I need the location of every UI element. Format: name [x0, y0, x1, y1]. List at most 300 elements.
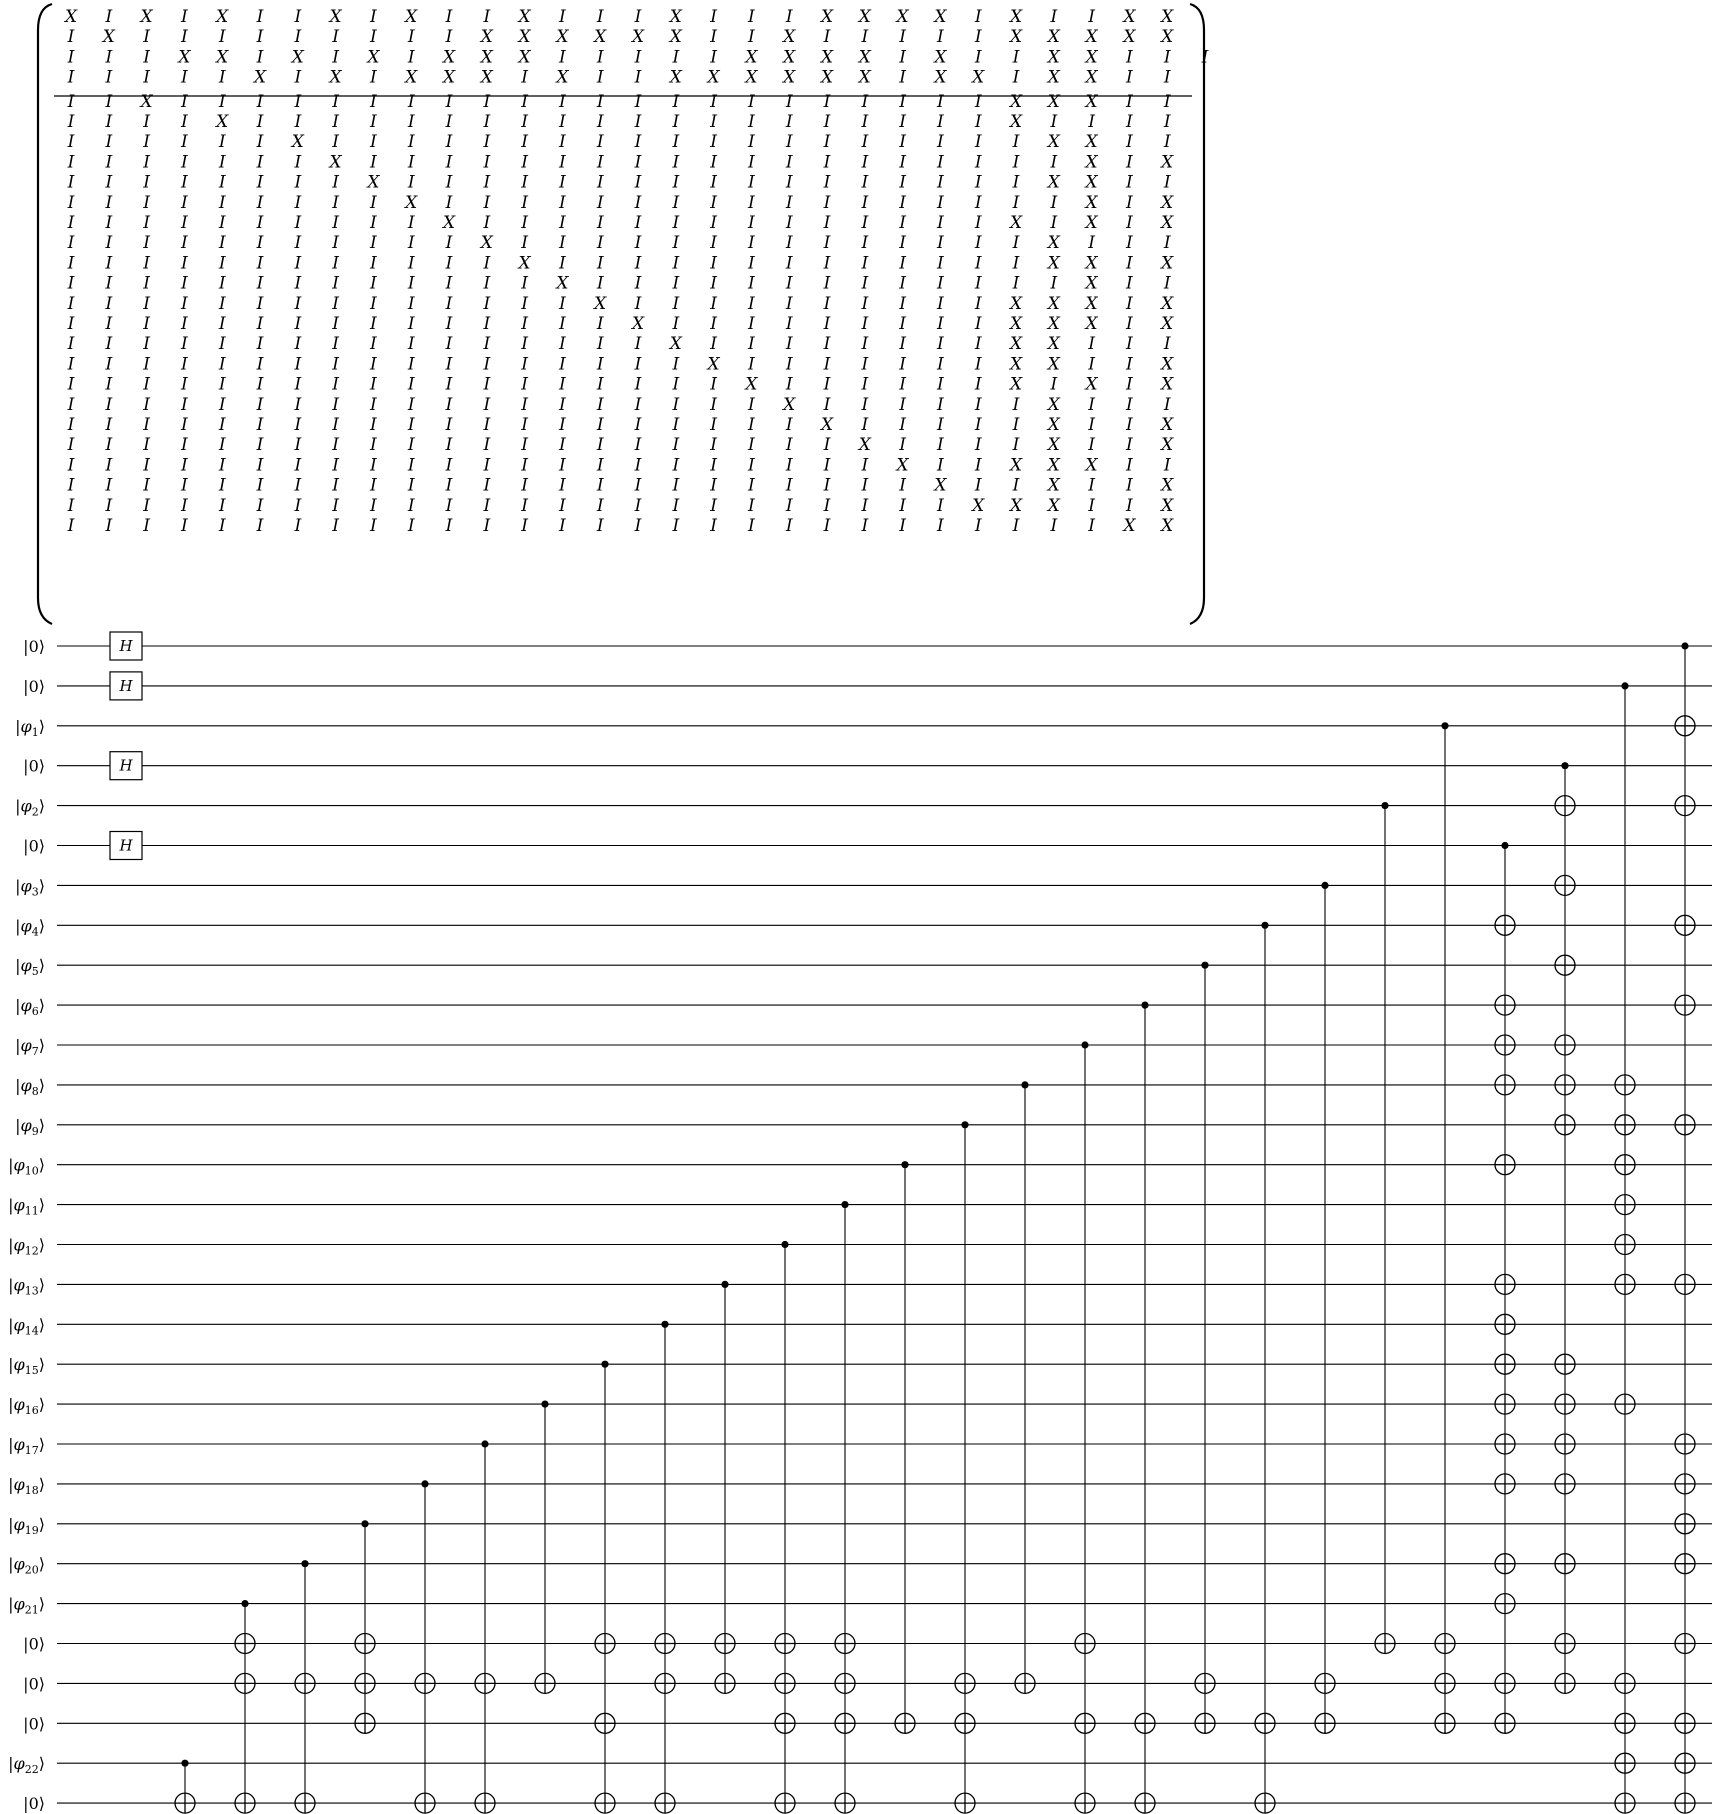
matrix-entry: I — [559, 192, 566, 213]
matrix-entry: I — [937, 132, 944, 153]
matrix-entry: I — [1126, 334, 1133, 355]
matrix-entry: I — [218, 233, 226, 254]
matrix-entry: I — [332, 91, 339, 112]
matrix-entry: I — [559, 475, 566, 496]
control-dot — [1621, 682, 1628, 689]
cnot-gate — [175, 1760, 195, 1814]
matrix-entry: X — [1085, 67, 1098, 88]
matrix-entry: I — [899, 516, 906, 536]
matrix-entry: I — [785, 415, 793, 435]
cnot-gate — [1015, 1081, 1035, 1693]
target-xor — [1555, 1035, 1575, 1055]
phi-subscript: 9 — [31, 1124, 39, 1138]
matrix-entry: X — [1047, 91, 1060, 112]
matrix-entry: I — [1088, 415, 1095, 435]
matrix-entry: I — [483, 91, 491, 112]
matrix-entry: X — [745, 67, 758, 88]
matrix-entry: I — [332, 475, 339, 496]
target-xor — [235, 1673, 255, 1693]
matrix-entry: I — [899, 112, 906, 132]
matrix-entry: I — [483, 253, 491, 274]
matrix-entry: I — [256, 495, 264, 516]
matrix-entry: I — [256, 415, 264, 435]
matrix-entry: I — [67, 213, 75, 233]
matrix-entry: X — [1047, 47, 1060, 68]
target-xor — [1075, 1713, 1095, 1733]
matrix-entry: I — [67, 415, 75, 435]
matrix-entry: I — [710, 7, 717, 27]
target-xor — [835, 1793, 855, 1813]
matrix-entry: I — [407, 273, 415, 294]
matrix-entry: I — [672, 374, 680, 395]
matrix-entry: I — [861, 374, 869, 395]
matrix-entry: I — [407, 47, 415, 68]
matrix-entry: I — [105, 67, 113, 88]
matrix-entry: I — [748, 152, 755, 173]
matrix-entry: I — [1088, 112, 1095, 132]
matrix-entry: I — [67, 314, 75, 334]
matrix-entry: I — [937, 394, 944, 415]
matrix-entry: I — [785, 233, 793, 254]
matrix-entry: I — [1163, 455, 1171, 476]
control-dot — [421, 1480, 428, 1487]
matrix-entry: X — [1161, 354, 1174, 375]
matrix-entry: I — [67, 455, 75, 476]
matrix-entry: X — [518, 253, 531, 274]
matrix-entry: I — [672, 394, 680, 415]
wire-label-phi — [8, 1395, 45, 1417]
phi-symbol: φ — [20, 916, 32, 936]
matrix-entry: I — [1012, 172, 1020, 193]
matrix-entry: I — [559, 152, 566, 173]
target-xor — [1675, 995, 1695, 1015]
control-dot — [1321, 882, 1328, 889]
cnot-gate — [1135, 1002, 1155, 1814]
ket-open: | — [23, 836, 29, 856]
target-xor — [1315, 1673, 1335, 1693]
matrix-entry: I — [218, 435, 226, 456]
matrix-entry: I — [785, 435, 793, 456]
matrix-entry: X — [1085, 273, 1098, 294]
matrix-entry: I — [332, 47, 339, 68]
matrix-entry: X — [783, 27, 796, 48]
phi-symbol: φ — [13, 1594, 25, 1614]
phi-symbol: φ — [20, 716, 32, 736]
cnot-gate — [1315, 882, 1335, 1734]
matrix-entry: X — [178, 47, 191, 68]
matrix-entry: I — [143, 314, 150, 334]
control-dot — [781, 1241, 788, 1248]
matrix-entry: I — [67, 47, 75, 68]
matrix-entry: I — [105, 132, 113, 153]
matrix-entry: I — [861, 415, 869, 435]
target-xor — [1495, 1474, 1515, 1494]
ket-open: | — [8, 1395, 14, 1415]
matrix-entry: I — [218, 455, 226, 476]
matrix-entry: I — [785, 314, 793, 334]
matrix-entry: X — [1047, 415, 1060, 435]
matrix-entry: I — [407, 374, 415, 395]
matrix-entry: I — [861, 334, 869, 355]
matrix-entry: I — [672, 293, 680, 314]
matrix-row — [67, 132, 1171, 152]
matrix-entry: I — [294, 253, 302, 274]
matrix-entry: X — [1161, 192, 1174, 213]
control-dot — [1381, 802, 1388, 809]
matrix-entry: X — [896, 7, 909, 27]
matrix-entry: X — [480, 67, 493, 88]
matrix-entry: I — [1126, 253, 1133, 274]
matrix-entry: I — [181, 132, 188, 153]
matrix-entry: X — [745, 374, 758, 395]
ket-close: ⟩ — [38, 1514, 45, 1534]
matrix-entry: I — [634, 67, 642, 88]
matrix-entry: I — [483, 152, 491, 173]
target-xor — [1615, 1235, 1635, 1255]
target-xor — [1495, 1075, 1515, 1095]
matrix-entry: X — [1085, 314, 1098, 334]
cnot-gate — [1435, 722, 1455, 1733]
matrix-entry: I — [445, 354, 453, 375]
control-dot — [1441, 722, 1448, 729]
matrix-entry: I — [937, 192, 944, 213]
matrix-entry: I — [861, 132, 869, 153]
matrix-entry: I — [861, 253, 869, 274]
matrix-entry: I — [143, 152, 150, 173]
matrix-entry: I — [143, 172, 150, 193]
matrix-entry: I — [67, 273, 75, 294]
target-xor — [1675, 796, 1695, 816]
cnot-gate — [475, 1440, 495, 1813]
matrix-entry: I — [521, 475, 528, 496]
matrix-entry: X — [1085, 27, 1098, 48]
target-xor — [1555, 1115, 1575, 1135]
wire-labels — [8, 637, 45, 1813]
matrix-entry: I — [143, 132, 150, 153]
matrix-entry: I — [445, 293, 453, 314]
matrix-entry: I — [294, 435, 302, 456]
matrix-entry: I — [181, 475, 188, 496]
matrix-entry: I — [710, 47, 717, 68]
matrix-entry: I — [370, 132, 377, 153]
matrix-entry: I — [634, 374, 642, 395]
matrix-entry: X — [1047, 435, 1060, 456]
matrix-entry: I — [67, 374, 75, 395]
target-xor — [1555, 1634, 1575, 1654]
matrix-entry: I — [1163, 91, 1171, 112]
matrix-entry: I — [1088, 516, 1095, 536]
matrix-entry: I — [937, 516, 944, 536]
matrix-entry: I — [974, 132, 982, 153]
matrix-entry: X — [480, 47, 493, 68]
matrix-entry: I — [1050, 192, 1058, 213]
matrix-entry: I — [596, 394, 604, 415]
matrix-entry: I — [256, 273, 264, 294]
matrix-entry: I — [559, 334, 566, 355]
matrix-entry: I — [483, 435, 491, 456]
matrix-entry: I — [294, 233, 302, 254]
ket-close: ⟩ — [38, 956, 45, 976]
target-xor — [1495, 1314, 1515, 1334]
matrix-entry: I — [974, 354, 982, 375]
ket-close: ⟩ — [38, 1594, 45, 1614]
matrix-entry: I — [672, 192, 680, 213]
matrix-entry: I — [634, 233, 642, 254]
matrix-entry: I — [634, 213, 642, 233]
matrix-entry: X — [858, 67, 871, 88]
matrix-entry: X — [1161, 495, 1174, 516]
matrix-entry: X — [820, 67, 834, 88]
matrix-entry: I — [785, 91, 793, 112]
matrix-entry: I — [483, 7, 491, 27]
matrix-entry: I — [445, 7, 453, 27]
target-xor — [235, 1793, 255, 1813]
matrix-entry: I — [748, 273, 755, 294]
matrix-entry: I — [899, 47, 906, 68]
matrix-entry: I — [294, 374, 302, 395]
matrix-entry: X — [1085, 47, 1098, 68]
matrix-entry: X — [291, 132, 304, 153]
matrix-entry: I — [1126, 394, 1133, 415]
matrix-entry: I — [521, 435, 528, 456]
ket-close: ⟩ — [38, 1315, 45, 1335]
matrix-entry: X — [1047, 233, 1060, 254]
matrix-entry: I — [899, 374, 906, 395]
matrix-entry: I — [748, 495, 755, 516]
matrix-entry: I — [974, 293, 982, 314]
matrix-entry: I — [483, 213, 491, 233]
matrix-entry: I — [559, 516, 566, 536]
target-xor — [1495, 1554, 1515, 1574]
matrix-entry: I — [1163, 172, 1171, 193]
matrix-entry: I — [332, 213, 339, 233]
matrix-entry: I — [67, 27, 75, 48]
matrix-entry: I — [407, 475, 415, 496]
matrix-entry: I — [748, 334, 755, 355]
matrix-entry: I — [899, 253, 906, 274]
matrix-entry: I — [559, 455, 566, 476]
matrix-row — [67, 516, 1175, 536]
matrix-entry: I — [483, 475, 491, 496]
wire-label-phi — [8, 1475, 45, 1497]
matrix-entry: X — [367, 172, 380, 193]
matrix-entry: I — [823, 152, 831, 173]
matrix-entry: I — [861, 152, 869, 173]
matrix-entry: X — [1161, 27, 1174, 48]
matrix-entry: I — [483, 394, 491, 415]
matrix-entry: I — [143, 47, 150, 68]
control-dot — [481, 1440, 488, 1447]
matrix-entry: I — [823, 91, 831, 112]
matrix-row — [67, 233, 1171, 253]
matrix-entry: I — [105, 253, 113, 274]
matrix-entry: I — [1163, 334, 1171, 355]
target-xor — [175, 1793, 195, 1813]
wire-label-phi — [15, 1036, 45, 1058]
matrix-entry: I — [974, 435, 982, 456]
matrix-entry: I — [181, 516, 188, 536]
matrix-entry: I — [785, 192, 793, 213]
matrix-entry: I — [483, 112, 491, 132]
matrix-entry: X — [1161, 516, 1174, 536]
matrix-entry: I — [1126, 495, 1133, 516]
cnot-gate — [1495, 842, 1515, 1733]
matrix-entry: I — [710, 273, 717, 294]
matrix-entry: I — [672, 172, 680, 193]
matrix-entry: I — [181, 273, 188, 294]
matrix-entry: I — [105, 273, 113, 294]
matrix-row — [67, 68, 1171, 88]
ket-close: ⟩ — [38, 1155, 45, 1175]
matrix-row — [67, 455, 1171, 475]
matrix-entry: X — [1085, 293, 1098, 314]
matrix-entry: I — [937, 334, 944, 355]
target-xor — [655, 1634, 675, 1654]
matrix-entry: I — [1126, 293, 1133, 314]
matrix-entry: X — [896, 455, 909, 476]
ket-open: | — [8, 1195, 14, 1215]
matrix-entry: I — [596, 253, 604, 274]
matrix-entry: X — [480, 233, 493, 254]
target-xor — [1615, 1195, 1635, 1215]
matrix-entry: I — [407, 132, 415, 153]
matrix-entry: I — [1088, 435, 1095, 456]
phi-subscript: 12 — [24, 1244, 39, 1258]
matrix-left-bracket — [38, 4, 52, 624]
control-dot — [841, 1201, 848, 1208]
matrix-entry: I — [748, 314, 755, 334]
matrix-entry: X — [1009, 213, 1023, 233]
matrix-entry: I — [899, 172, 906, 193]
matrix-entry: I — [294, 192, 302, 213]
phi-subscript: 19 — [24, 1523, 39, 1537]
phi-subscript: 5 — [31, 965, 39, 979]
matrix-entry: I — [559, 91, 566, 112]
matrix-entry: I — [634, 354, 642, 375]
ket-close: ⟩ — [38, 916, 45, 936]
cnot-gate — [655, 1321, 675, 1813]
matrix-entry: I — [748, 253, 755, 274]
matrix-entry: I — [1088, 394, 1095, 415]
matrix-entry: I — [105, 172, 113, 193]
matrix-entry: I — [596, 152, 604, 173]
matrix-entry: X — [1047, 253, 1060, 274]
matrix-entry: I — [596, 47, 604, 68]
matrix-entry: I — [861, 293, 869, 314]
target-xor — [835, 1673, 855, 1693]
matrix-entry: I — [1126, 354, 1133, 375]
ket-open: | — [15, 996, 21, 1016]
ket-value: 0 — [28, 637, 39, 656]
matrix-entry: I — [937, 293, 944, 314]
ket-close: ⟩ — [38, 1554, 45, 1574]
matrix-entry: I — [256, 334, 264, 355]
matrix-entry: X — [1047, 314, 1060, 334]
target-xor — [475, 1673, 495, 1693]
matrix-entry: X — [442, 67, 456, 88]
matrix-entry: I — [1201, 47, 1209, 68]
matrix-entry: I — [445, 132, 453, 153]
matrix-entry: I — [559, 374, 566, 395]
matrix-entry: I — [1088, 7, 1095, 27]
cnot-gates — [175, 642, 1695, 1813]
wire-label-phi — [8, 1275, 45, 1297]
matrix-entry: I — [143, 516, 150, 536]
matrix-entry: I — [143, 354, 150, 375]
target-xor — [1675, 1554, 1695, 1574]
matrix-row — [67, 395, 1171, 415]
matrix-entry: I — [710, 253, 717, 274]
matrix-entry: I — [332, 132, 339, 153]
matrix-entry: I — [181, 152, 188, 173]
matrix-entry: I — [218, 213, 226, 233]
matrix-entry: I — [937, 233, 944, 254]
matrix-entry: I — [67, 67, 75, 88]
matrix-entry: I — [1088, 354, 1095, 375]
cnot-gate — [715, 1281, 735, 1694]
matrix-entry: X — [1123, 27, 1136, 48]
matrix-entry: I — [899, 314, 906, 334]
matrix-entry: I — [407, 334, 415, 355]
matrix-entry: I — [596, 192, 604, 213]
matrix-entry: I — [143, 213, 150, 233]
target-xor — [1615, 1753, 1635, 1773]
matrix-entry: I — [294, 273, 302, 294]
hadamard-gate — [110, 752, 142, 780]
matrix-entry: X — [934, 47, 947, 68]
wire-label-phi — [8, 1515, 45, 1537]
target-xor — [1495, 1274, 1515, 1294]
ket-close: ⟩ — [38, 756, 45, 776]
ket-value: 0 — [28, 1714, 39, 1734]
matrix-entry: I — [937, 374, 944, 395]
matrix-entry: I — [445, 495, 453, 516]
target-xor — [415, 1673, 435, 1693]
target-xor — [1615, 1673, 1635, 1693]
matrix-entry: X — [64, 7, 78, 27]
matrix-entry: I — [710, 435, 717, 456]
matrix-entry: I — [218, 516, 226, 536]
matrix-entry: X — [1009, 334, 1023, 355]
cnot-gate — [1375, 802, 1395, 1654]
matrix-entry: X — [1009, 27, 1023, 48]
matrix-entry: I — [67, 233, 75, 254]
ket-open: | — [15, 916, 21, 936]
matrix-entry: X — [669, 27, 682, 48]
wire-label-phi — [15, 916, 45, 938]
ket-open: | — [8, 1235, 14, 1255]
matrix-entry: I — [785, 516, 793, 536]
matrix-entry: I — [143, 67, 150, 88]
matrix-entry: I — [1012, 415, 1020, 435]
cnot-gate — [1255, 922, 1275, 1813]
cnot-gate — [1075, 1041, 1095, 1813]
matrix-entry: I — [483, 374, 491, 395]
matrix-entry: I — [672, 314, 680, 334]
matrix-entry: I — [937, 495, 944, 516]
matrix-entry: I — [483, 192, 491, 213]
matrix-entry: I — [559, 253, 566, 274]
matrix-entry: X — [140, 91, 153, 112]
matrix-entry: I — [445, 475, 453, 496]
target-xor — [1675, 915, 1695, 935]
matrix-entry: I — [1126, 152, 1133, 173]
matrix-entry: X — [1161, 253, 1174, 274]
control-dot — [1081, 1041, 1088, 1048]
phi-subscript: 17 — [24, 1444, 39, 1457]
matrix-entry: I — [596, 415, 604, 435]
matrix-entry: I — [67, 293, 75, 314]
